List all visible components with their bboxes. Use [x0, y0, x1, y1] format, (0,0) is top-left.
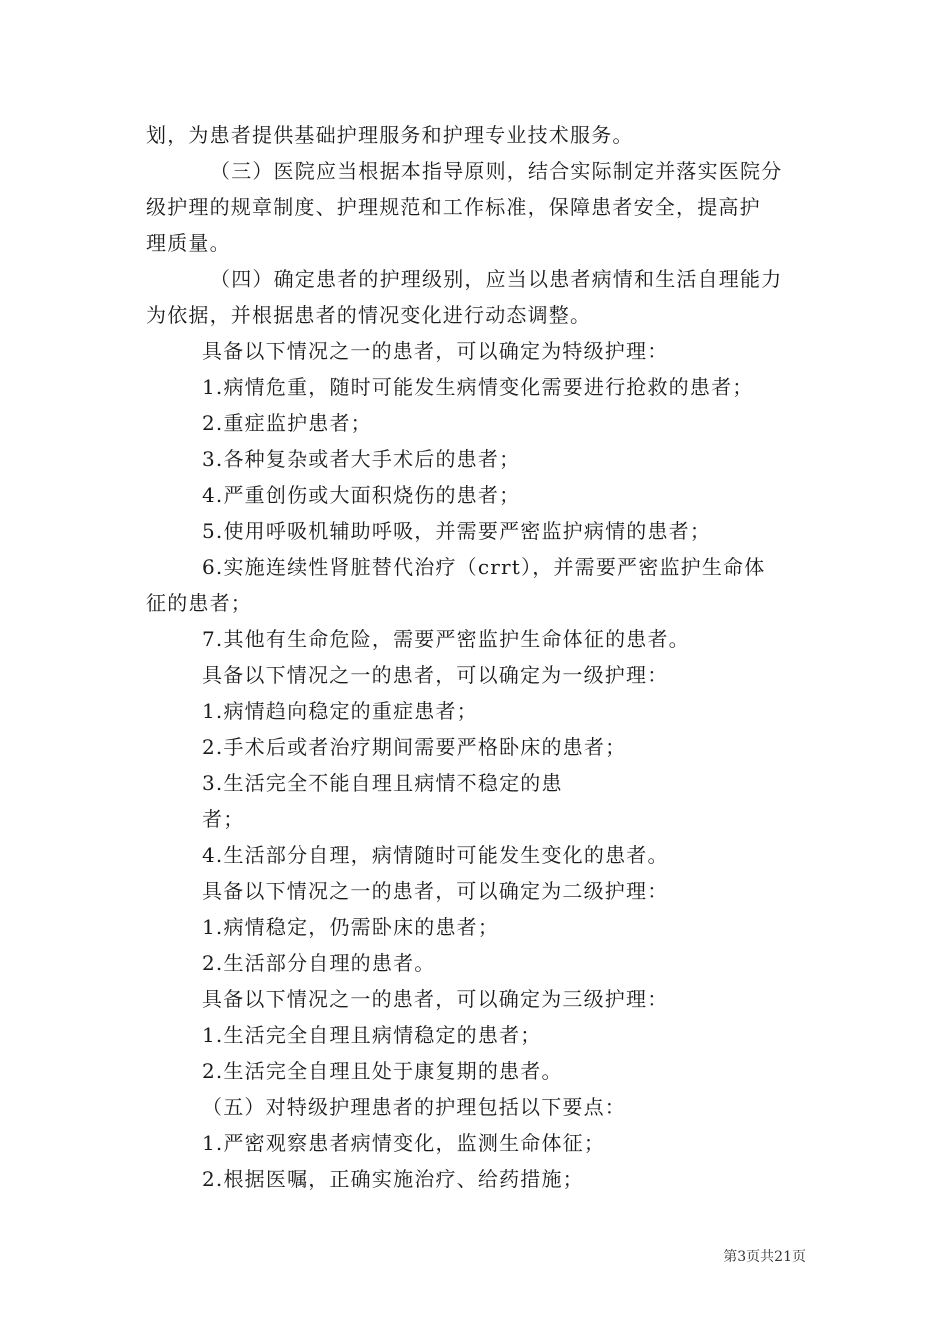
text-line: 具备以下情况之一的患者，可以确定为一级护理： — [202, 663, 669, 687]
text-line: （三）医院应当根据本指导原则，结合实际制定并落实医院分 — [210, 159, 783, 183]
text-line: 理质量。 — [146, 231, 231, 255]
text-line: 级护理的规章制度、护理规范和工作标准，保障患者安全，提高护 — [146, 195, 761, 219]
list-item: 3.各种复杂或者大手术后的患者； — [202, 447, 521, 471]
list-item: 3.生活完全不能自理且病情不稳定的患 — [202, 771, 563, 795]
list-item: 1.病情稳定，仍需卧床的患者； — [202, 915, 500, 939]
text-line: （五）对特级护理患者的护理包括以下要点： — [202, 1095, 626, 1119]
list-item: 2.根据医嘱，正确实施治疗、给药措施； — [202, 1167, 584, 1191]
list-item: 2.手术后或者治疗期间需要严格卧床的患者； — [202, 735, 627, 759]
list-item: 7.其他有生命危险，需要严密监护生命体征的患者。 — [202, 627, 690, 651]
text-line: 者； — [202, 807, 245, 831]
list-item: 1.生活完全自理且病情稳定的患者； — [202, 1023, 542, 1047]
list-item: 4.生活部分自理，病情随时可能发生变化的患者。 — [202, 843, 669, 867]
text-line: 具备以下情况之一的患者，可以确定为二级护理： — [202, 879, 669, 903]
list-item: 2.生活部分自理的患者。 — [202, 951, 436, 975]
list-item: 1.病情趋向稳定的重症患者； — [202, 699, 478, 723]
text-line: 具备以下情况之一的患者，可以确定为三级护理： — [202, 987, 669, 1011]
text-line: （四）确定患者的护理级别，应当以患者病情和生活自理能力 — [210, 267, 783, 291]
text-line: 为依据，并根据患者的情况变化进行动态调整。 — [146, 303, 592, 327]
list-item: 2.重症监护患者； — [202, 411, 372, 435]
list-item: 5.使用呼吸机辅助呼吸，并需要严密监护病情的患者； — [202, 519, 712, 543]
text-line: 征的患者； — [146, 591, 252, 615]
body-text — [146, 117, 816, 1197]
list-item: 2.生活完全自理且处于康复期的患者。 — [202, 1059, 563, 1083]
list-item: 4.严重创伤或大面积烧伤的患者； — [202, 483, 521, 507]
list-item: 1.病情危重，随时可能发生病情变化需要进行抢救的患者； — [202, 375, 754, 399]
text-line: 划，为患者提供基础护理服务和护理专业技术服务。 — [146, 123, 634, 147]
text-line: 具备以下情况之一的患者，可以确定为特级护理： — [202, 339, 669, 363]
page-number: 第3页共21页 — [723, 1249, 806, 1265]
list-item: 6.实施连续性肾脏替代治疗（crrt），并需要严密监护生命体 — [202, 555, 766, 579]
list-item: 1.严密观察患者病情变化，监测生命体征； — [202, 1131, 606, 1155]
